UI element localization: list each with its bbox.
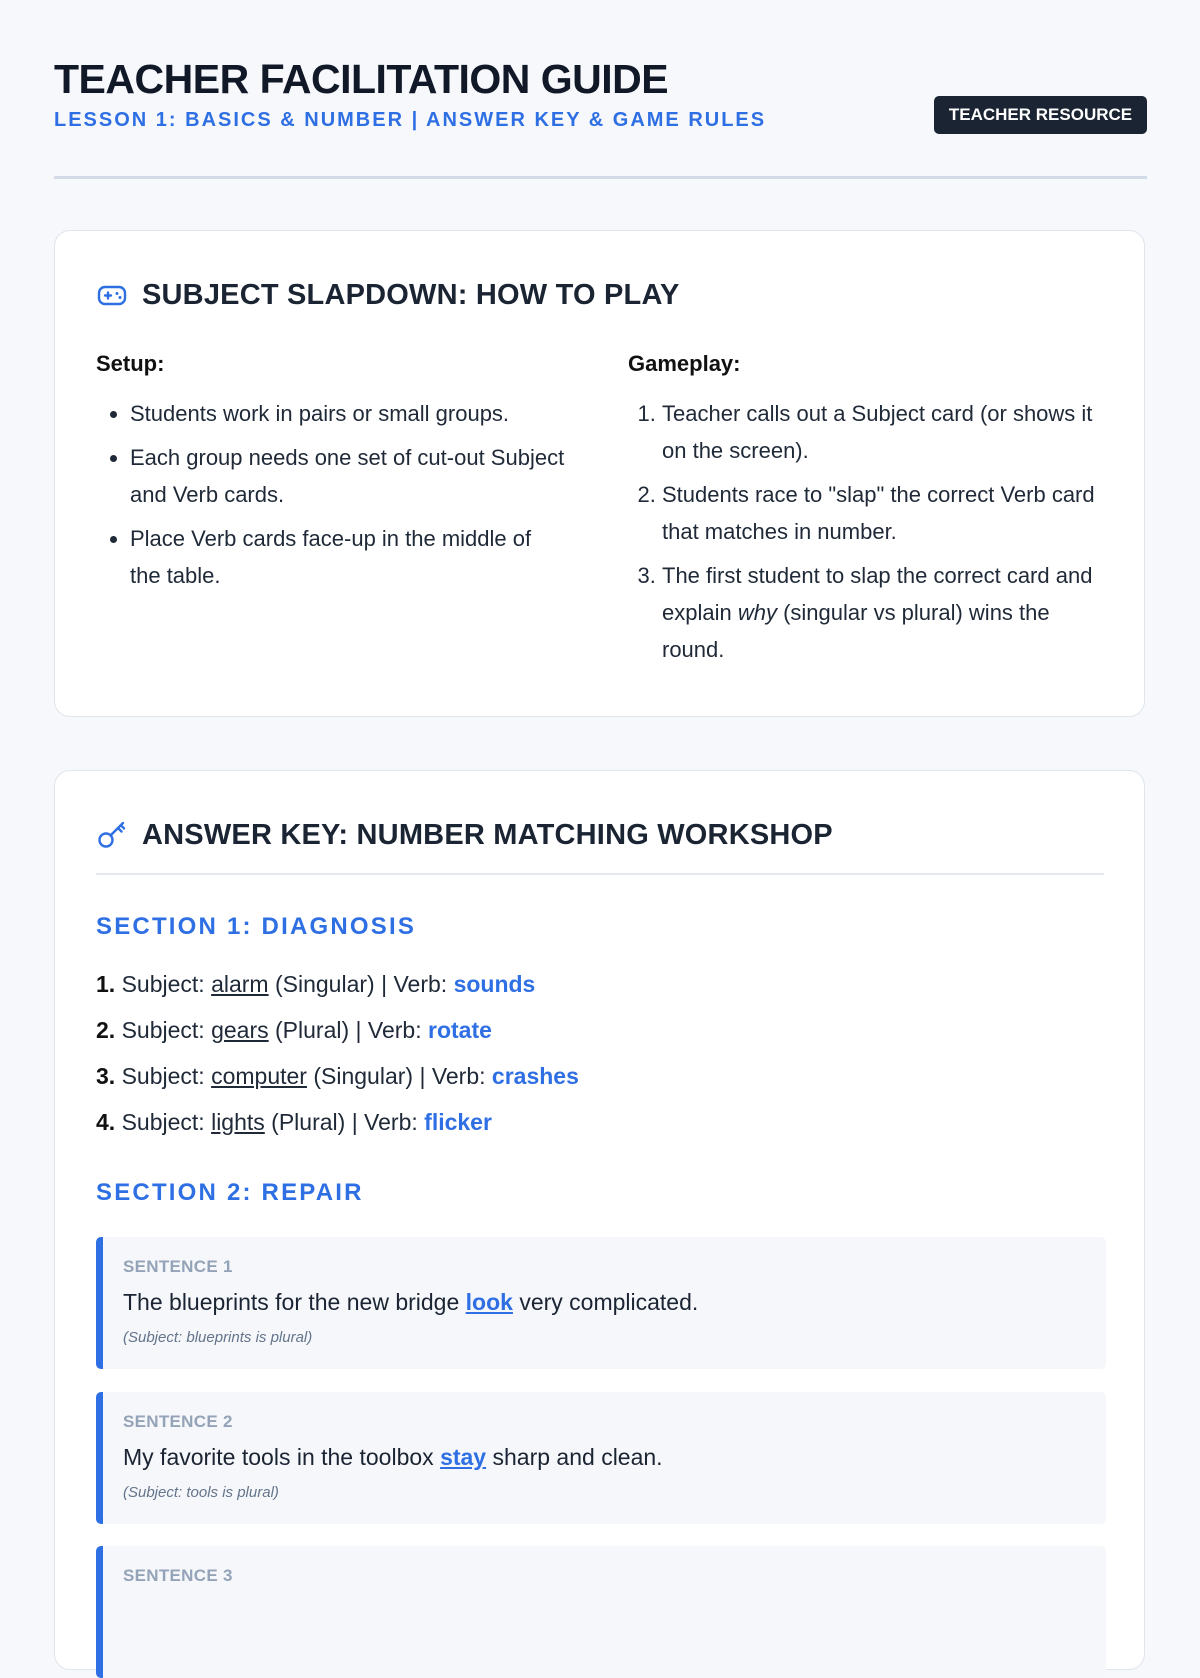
- setup-list: [96, 395, 566, 594]
- answer-key-title: ANSWER KEY: NUMBER MATCHING WORKSHOP: [142, 818, 833, 851]
- sentence-note: (Subject: tools is plural): [123, 1484, 279, 1501]
- section2-title: SECTION 2: REPAIR: [96, 1179, 364, 1206]
- verb-label: | Verb:: [351, 1109, 418, 1135]
- subject-word: lights: [211, 1109, 265, 1135]
- gameplay-emphasis: why: [737, 600, 777, 625]
- list-item: [96, 1007, 579, 1053]
- verb-label: | Verb:: [381, 971, 448, 997]
- list-item: 2. Students race to "slap" the correct Verb card that matches in number.: [662, 476, 1108, 550]
- subject-label: Subject:: [121, 1109, 205, 1135]
- answer-key-header: [96, 815, 833, 855]
- sentence-card: [96, 1237, 1106, 1369]
- game-rules-header: [96, 275, 680, 315]
- number-tag: (Plural): [271, 1109, 346, 1135]
- gamepad-icon: [96, 279, 128, 311]
- subject-word: gears: [211, 1017, 269, 1043]
- verb-answer: rotate: [428, 1017, 492, 1043]
- game-rules-card: [54, 230, 1145, 717]
- page-subtitle: LESSON 1: BASICS & NUMBER | ANSWER KEY & GAME RULES: [54, 109, 767, 131]
- gameplay-column: [628, 347, 1108, 675]
- page: [54, 0, 1147, 1585]
- list-item: • Place Verb cards face-up in the middle of the table.: [130, 520, 566, 594]
- list-item: • Students work in pairs or small groups.: [130, 395, 566, 432]
- verb-label: | Verb:: [355, 1017, 422, 1043]
- gameplay-list: [628, 395, 1108, 668]
- sentence-label: SENTENCE 1: [123, 1257, 233, 1276]
- sentence-part: My favorite tools in the toolbox: [123, 1444, 441, 1470]
- page-header: [54, 0, 1147, 179]
- list-item: [96, 1099, 579, 1145]
- verb-answer: crashes: [491, 1063, 579, 1089]
- sentence-label: SENTENCE 3: [123, 1566, 233, 1585]
- verb-label: | Verb:: [419, 1063, 486, 1089]
- subject-label: Subject:: [121, 1017, 205, 1043]
- item-number: 3.: [96, 1063, 116, 1089]
- teacher-resource-badge: TEACHER RESOURCE: [934, 96, 1147, 134]
- setup-heading: Setup:: [96, 351, 165, 376]
- subject-label: Subject:: [121, 1063, 205, 1089]
- number-tag: (Singular): [313, 1063, 414, 1089]
- number-tag: (Singular): [274, 971, 375, 997]
- sentence-part: very complicated.: [512, 1289, 699, 1315]
- gameplay-heading: Gameplay:: [628, 351, 741, 376]
- sentence-text: [123, 1444, 663, 1471]
- list-item: 1. Teacher calls out a Subject card (or shows it on the screen).: [662, 395, 1108, 469]
- gameplay-text: The first student to slap the correct card and explain: [662, 563, 1093, 625]
- corrected-verb: look: [465, 1289, 513, 1315]
- divider: [96, 873, 1104, 875]
- list-item: • Each group needs one set of cut-out Subject and Verb cards.: [130, 439, 566, 513]
- list-item: [662, 557, 1108, 668]
- sentence-card: [96, 1546, 1106, 1678]
- subject-word: alarm: [211, 971, 269, 997]
- sentence-text: [123, 1289, 698, 1316]
- verb-answer: flicker: [424, 1109, 492, 1135]
- diagnosis-list: [96, 961, 579, 1145]
- sentence-label: SENTENCE 2: [123, 1412, 233, 1431]
- sentence-part: The blueprints for the new bridge: [123, 1289, 466, 1315]
- section1-title: SECTION 1: DIAGNOSIS: [96, 913, 417, 940]
- item-number: 2.: [96, 1017, 116, 1043]
- list-item: [96, 1053, 579, 1099]
- sentence-note: (Subject: blueprints is plural): [123, 1329, 313, 1346]
- key-icon: [96, 819, 128, 851]
- sentence-card: [96, 1392, 1106, 1524]
- game-rules-title: SUBJECT SLAPDOWN: HOW TO PLAY: [142, 278, 680, 311]
- number-tag: (Plural): [275, 1017, 350, 1043]
- page-title: TEACHER FACILITATION GUIDE: [54, 56, 669, 102]
- setup-column: [96, 347, 566, 601]
- list-item: [96, 961, 579, 1007]
- corrected-verb: stay: [440, 1444, 487, 1470]
- answer-key-card: [54, 770, 1145, 1670]
- subject-word: computer: [211, 1063, 307, 1089]
- item-number: 4.: [96, 1109, 116, 1135]
- sentence-part: sharp and clean.: [486, 1444, 663, 1470]
- subject-label: Subject:: [121, 971, 205, 997]
- verb-answer: sounds: [453, 971, 536, 997]
- item-number: 1.: [96, 971, 116, 997]
- gameplay-text: (singular vs plural) wins the round.: [662, 600, 1050, 662]
